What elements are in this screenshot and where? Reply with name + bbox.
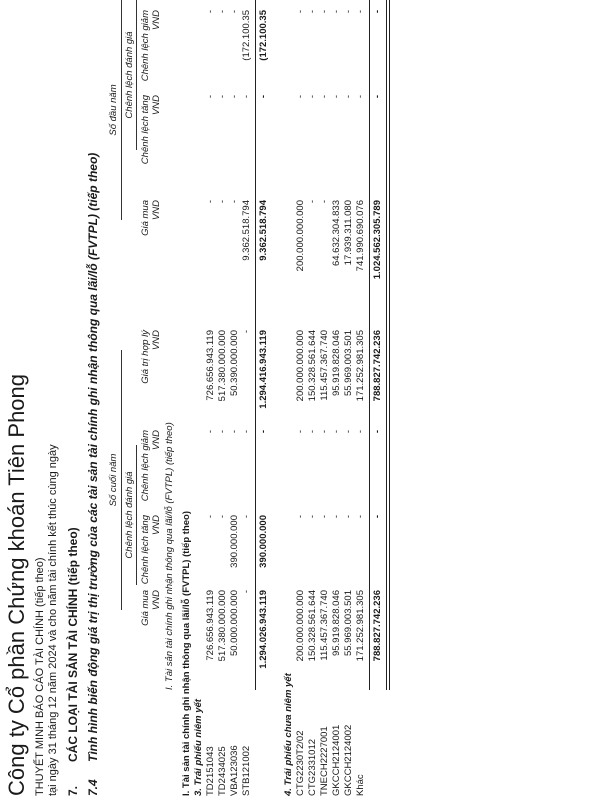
listed-total-start-increase: - (258, 95, 269, 99)
group-start-of-year: Số đầu năm (108, 84, 119, 136)
start-decrease: - (331, 10, 342, 14)
end-increase: - (343, 515, 354, 519)
start-increase: - (217, 95, 228, 99)
group-end-rule (121, 350, 122, 610)
unlisted-total-end-decrease: - (372, 430, 383, 434)
end-decrease: - (217, 430, 228, 434)
listed-bonds-header (193, 0, 204, 800)
report-title: THUYẾT MINH BÁO CÁO TÀI CHÍNH (tiếp theo) (34, 557, 46, 796)
unlisted-bonds-header (283, 0, 294, 800)
start-increase: - (355, 95, 366, 99)
listed-total-end-fair-value: 1.294.416.943.119 (258, 330, 269, 409)
listed-total-start-decrease: (172.100.35 (258, 10, 269, 61)
end-increase: 390.000.000 (229, 515, 240, 568)
end-fair-value: 517.380.000.000 (217, 330, 228, 402)
table-row (217, 0, 228, 800)
start-increase: - (205, 95, 216, 99)
end-fair-value: 726.656.943.119 (205, 330, 216, 401)
end-purchase-price: 115.457.367.740 (319, 590, 330, 661)
section-row (181, 0, 192, 800)
start-increase: - (295, 95, 306, 99)
start-decrease: - (205, 10, 216, 14)
end-decrease: - (295, 430, 306, 434)
unlisted-total-start-decrease: - (372, 10, 383, 14)
row-code: TD2434025 (217, 746, 228, 796)
group-end-revaluation-rule (136, 445, 137, 585)
group-end-revaluation: Chênh lệch đánh giá (124, 471, 135, 559)
end-fair-value: 150.328.561.644 (307, 330, 318, 402)
end-fair-value: 115.457.367.740 (319, 330, 330, 401)
end-fair-value: 171.252.981.305 (355, 330, 366, 402)
row-code: Khác (355, 774, 366, 796)
col-end-purchase-price: Giá mua VND (140, 590, 162, 626)
start-purchase-price: 64.632.304.833 (331, 200, 342, 267)
unlisted-total-end-purchase-price: 788.827.742.236 (372, 590, 383, 662)
end-purchase-price: 726.656.943.119 (205, 590, 216, 661)
listed-total-end-decrease: - (258, 430, 269, 434)
start-purchase-price: 9.362.518.794 (241, 200, 252, 261)
col-start-increase: Chênh lệch tăng VND (140, 95, 162, 165)
start-decrease: - (355, 10, 366, 14)
listed-bonds-label: 3. Trái phiếu niêm yết (193, 699, 204, 796)
end-fair-value: 200.000.000.000 (295, 330, 306, 402)
start-purchase-price: - (307, 200, 318, 204)
end-increase: - (355, 515, 366, 519)
end-decrease: - (307, 430, 318, 434)
end-of-year-subheading: I. Tài sản tài chính ghi nhận thông qua lãi/lỗ (FVTPL) (tiếp theo) (164, 422, 175, 690)
start-decrease: - (307, 10, 318, 14)
end-decrease: - (319, 430, 330, 434)
start-increase: - (229, 95, 240, 99)
unlisted-total-double-rule (386, 0, 390, 690)
listed-total-start-purchase-price: 9.362.518.794 (258, 200, 269, 261)
end-purchase-price: 55.969.003.501 (343, 590, 354, 657)
end-increase: - (319, 515, 330, 519)
end-decrease: - (205, 430, 216, 434)
start-decrease: - (319, 10, 330, 14)
row-code: STB121002 (241, 745, 252, 796)
end-increase: - (217, 515, 228, 519)
end-purchase-price: 517.380.000.000 (217, 590, 228, 662)
end-fair-value: 50.390.000.000 (229, 330, 240, 397)
end-purchase-price: 150.328.561.644 (307, 590, 318, 662)
section-label: I. Tài sản tài chính ghi nhận thông qua lãi/lỗ (FVTPL) (tiếp theo) (181, 511, 192, 796)
end-decrease: - (355, 430, 366, 434)
row-code: CTG2331012 (307, 738, 318, 796)
end-increase: - (205, 515, 216, 519)
end-fair-value: - (241, 330, 252, 334)
end-purchase-price: 200.000.000.000 (295, 590, 306, 662)
start-increase: - (241, 95, 252, 99)
unlisted-total-end-increase: - (372, 515, 383, 519)
end-decrease: - (229, 430, 240, 434)
table-row (319, 0, 330, 800)
start-increase: - (307, 95, 318, 99)
start-purchase-price: 200.000.000.000 (295, 200, 306, 272)
end-purchase-price: 50.000.000.000 (229, 590, 240, 657)
row-code: TNECH2227001 (319, 726, 330, 796)
listed-total-end-increase: 390.000.000 (258, 515, 269, 568)
col-end-decrease: Chênh lệch giảm VND (140, 430, 162, 502)
start-decrease: - (217, 10, 228, 14)
start-purchase-price: - (205, 200, 216, 204)
company-name: Công ty Cổ phần Chứng khoán Tiên Phong (4, 373, 29, 796)
unlisted-total-start-purchase-price: 1.024.562.305.789 (372, 200, 383, 280)
end-purchase-price: - (241, 590, 252, 594)
table-row (331, 0, 342, 800)
end-purchase-price: 171.252.981.305 (355, 590, 366, 662)
start-purchase-price: - (217, 200, 228, 204)
group-start-rule (121, 0, 122, 220)
note-title: Tình hình biến động giá trị thị trường của các tài sản tài chính ghi nhận thông qua lãi/lỗ (FVTPL) (tiếp theo) (86, 152, 100, 762)
unlisted-total-row (372, 0, 383, 800)
end-decrease: - (343, 430, 354, 434)
start-increase: - (343, 95, 354, 99)
listed-total-end-purchase-price: 1.294.026.943.119 (258, 590, 269, 669)
col-end-increase: Chênh lệch tăng VND (140, 515, 162, 585)
start-purchase-price: 741.990.690.076 (355, 200, 366, 272)
unlisted-bonds-label: 4. Trái phiếu chưa niêm yết (283, 673, 294, 796)
table-row (241, 0, 252, 800)
start-decrease: - (343, 10, 354, 14)
end-fair-value: 95.919.828.046 (331, 330, 342, 397)
unlisted-total-start-increase: - (372, 95, 383, 99)
col-end-fair-value: Giá trị hợp lý VND (140, 330, 162, 384)
group-end-of-year: Số cuối năm (108, 453, 119, 507)
end-increase: - (331, 515, 342, 519)
section-title: CÁC LOẠI TÀI SẢN TÀI CHÍNH (tiếp theo) (66, 527, 80, 762)
row-code: VBA123036 (229, 745, 240, 796)
row-code: GKCCH2124002 (343, 724, 354, 796)
unlisted-total-rule (369, 0, 370, 690)
start-decrease: (172.100.35 (241, 10, 252, 61)
group-start-revaluation: Chênh lệch đánh giá (124, 31, 135, 119)
start-purchase-price: - (319, 200, 330, 204)
row-code: CTG2230T2/02 (295, 730, 306, 796)
table-row (307, 0, 318, 800)
row-code: TD2151043 (205, 746, 216, 796)
table-row (229, 0, 240, 800)
section-number: 7. (66, 785, 80, 796)
end-purchase-price: 95.919.828.046 (331, 590, 342, 657)
start-purchase-price: 17.939.311.080 (343, 200, 354, 266)
row-code: GKCCH2124001 (331, 724, 342, 796)
start-increase: - (331, 95, 342, 99)
end-fair-value: 55.969.003.501 (343, 330, 354, 397)
report-period: tại ngày 31 tháng 12 năm 2024 và cho năm tài chính kết thúc cùng ngày (47, 444, 59, 796)
table-row (355, 0, 366, 800)
note-number: 7.4 (86, 779, 100, 796)
col-start-purchase-price: Giá mua VND (140, 200, 162, 236)
start-decrease: - (295, 10, 306, 14)
start-decrease: - (229, 10, 240, 14)
end-increase: - (295, 515, 306, 519)
end-increase: - (307, 515, 318, 519)
start-purchase-price: - (229, 200, 240, 204)
listed-total-row (258, 0, 269, 800)
unlisted-total-end-fair-value: 788.827.742.236 (372, 330, 383, 402)
table-row (205, 0, 216, 800)
table-row (343, 0, 354, 800)
end-decrease: - (331, 430, 342, 434)
end-increase: - (241, 515, 252, 519)
group-start-revaluation-rule (136, 0, 137, 150)
table-row (295, 0, 306, 800)
col-start-decrease: Chênh lệch giảm VND (140, 10, 162, 82)
listed-total-rule (255, 0, 256, 690)
start-increase: - (319, 95, 330, 99)
end-decrease: - (241, 430, 252, 434)
